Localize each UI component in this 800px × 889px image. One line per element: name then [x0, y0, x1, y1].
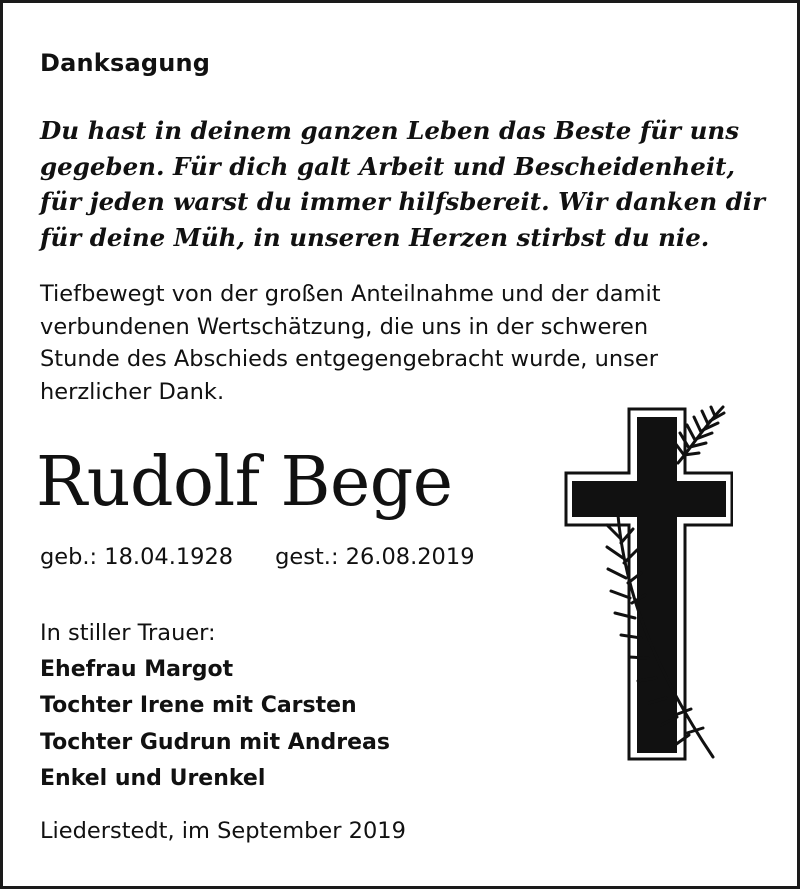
- deceased-name: Rudolf Bege: [36, 443, 453, 522]
- poem-line: Du hast in deinem ganzen Leben das Beste für uns: [40, 116, 740, 145]
- cross-with-palm-branch-icon: [563, 403, 733, 763]
- heading: Danksagung: [40, 49, 211, 77]
- poem-verse: [40, 113, 770, 255]
- death-date: gest.: 26.08.2019: [275, 544, 475, 570]
- thanks-paragraph: [40, 278, 740, 408]
- life-dates: [40, 541, 475, 573]
- poem-line: für deine Müh, in unseren Herzen stirbst du nie.: [40, 222, 710, 252]
- mourners-intro: In stiller Trauer:: [40, 620, 216, 646]
- thanks-line: herzlicher Dank.: [40, 378, 225, 405]
- mourner-entry: Enkel und Urenkel: [40, 766, 266, 791]
- thanks-line: Tiefbewegt von der großen Anteilnahme und der damit: [40, 281, 661, 307]
- thanks-line: verbundenen Wertschätzung, die uns in der schweren: [40, 313, 649, 340]
- poem-line: gegeben. Für dich galt Arbeit und Bescheidenheit,: [40, 151, 735, 181]
- mourner-entry: Ehefrau Margot: [40, 656, 234, 682]
- mourner-entry: Tochter Gudrun mit Andreas: [40, 729, 390, 755]
- thanks-line: Stunde des Abschieds entgegengebracht wurde, unser: [40, 346, 658, 372]
- mourners-list: [40, 615, 390, 798]
- mourner-entry: Tochter Irene mit Carsten: [40, 693, 357, 718]
- place-and-date: Liederstedt, im September 2019: [40, 818, 406, 844]
- birth-date: geb.: 18.04.1928: [40, 544, 234, 570]
- poem-line: für jeden warst du immer hilfsbereit. Wir danken dir: [40, 187, 766, 216]
